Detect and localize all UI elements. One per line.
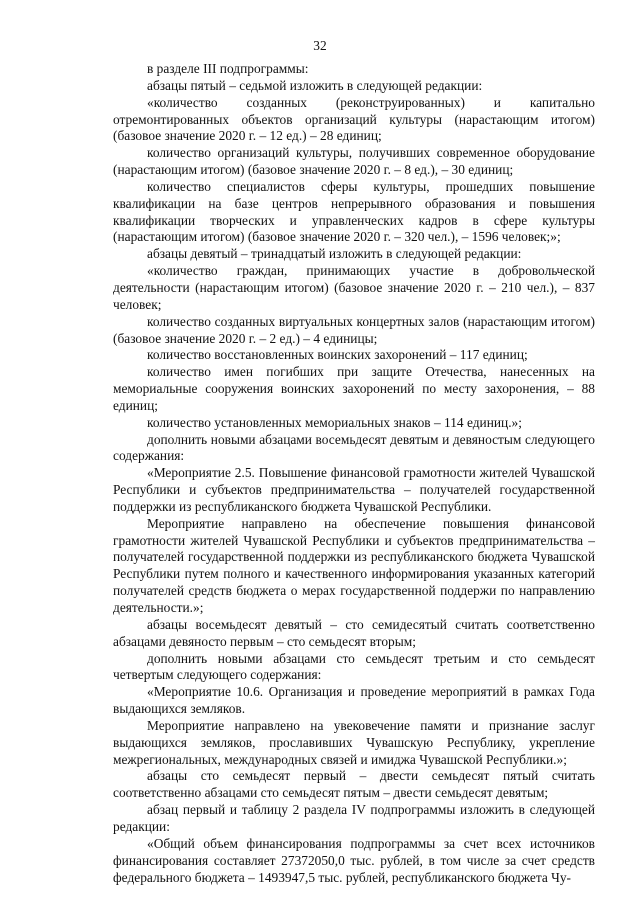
paragraph: количество установленных мемориальных знаков – 114 единиц.»; [147,414,522,430]
paragraph: количество созданных виртуальных концертных залов (нарастающим итогом) (базовое значение 2020 г. – 2 ед.) – 4 единицы; [113,313,595,346]
paragraph: Мероприятие направлено на увековечение памяти и признание заслуг выдающихся земляков, прославивших Чувашскую Республику, укрепление межрегиональных, международных связей и имиджа Чувашской Республики.»; [113,717,595,767]
paragraph: количество специалистов сферы культуры, прошедших повышение квалификации на базе центров непрерывного образования и повышения квалификации творческих и управленческих кадров в сфере культуры (нарастающим итогом) (базовое значение 2020 г. – 320 чел.), – 1596 человек;»; [113,178,595,245]
paragraph: абзацы сто семьдесят первый – двести семьдесят пятый считать соответственно абзацами сто семьдесят пятым – двести семьдесят девятым; [113,768,595,801]
paragraph: количество организаций культуры, получивших современное оборудование (нарастающим итогом) (базовое значение 2020 г. – 8 ед.), – 30 единиц; [113,145,595,178]
paragraph: «Мероприятие 10.6. Организация и проведение мероприятий в рамках Года выдающихся земляков. [113,684,595,717]
paragraph: количество имен погибших при защите Отечества, нанесенных на мемориальные сооружения воинских захоронений по месту захоронения, – 88 единиц; [113,364,595,413]
paragraph: «количество граждан, принимающих участие в добровольческой деятельности (нарастающим итогом) (базовое значение 2020 г. – 210 чел.), – 837 человек; [113,263,595,312]
paragraph: абзацы девятый – тринадцатый изложить в следующей редакции: [147,246,522,262]
paragraph: «количество созданных (реконструированных) и капитально отремонтированных объектов организаций культуры (нарастающим итогом) (базовое значение 2020 г. – 12 ед.) – 28 единиц; [113,94,595,144]
paragraph: абзац первый и таблицу 2 раздела IV подпрограммы изложить в следующей редакции: [113,802,595,834]
paragraph: дополнить новыми абзацами восемьдесят девятым и девяностым следующего содержания: [113,431,595,464]
paragraph: Мероприятие направлено на обеспечение повышения финансовой грамотности жителей Чувашской Республики и субъектов предпринимательства – получателей государственной поддержки из республиканского бюджета Чувашской Республики путем полного и качественного информирования указанных категорий получателей средств бюджета о мерах государственной поддержи по направлению деятельности.»; [113,515,595,615]
paragraph: количество восстановленных воинских захоронений – 117 единиц; [147,347,528,363]
paragraph: «Общий объем финансирования подпрограммы за счет всех источников финансирования составляет 27372050,0 тыс. рублей, в том числе за счет средств федерального бюджета – 1493947,5 тыс. рублей, республиканского бюджета Чу- [113,835,595,885]
paragraph: в разделе III подпрограммы: [147,61,309,76]
page-number: 32 [313,38,327,53]
paragraph: абзацы пятый – седьмой изложить в следующей редакции: [147,77,483,93]
document-body [113,61,595,886]
paragraph: «Мероприятие 2.5. Повышение финансовой грамотности жителей Чувашской Республики и субъектов предпринимательства – получателей государственной поддержки из республиканского бюджета Чувашской Республики. [113,465,595,514]
paragraph: дополнить новыми абзацами сто семьдесят третьим и сто семьдесят четвертым следующего содержания: [113,650,595,683]
paragraph: абзацы восемьдесят девятый – сто семидесятый считать соответственно абзацами девяносто первым – сто семьдесят вторым; [113,616,595,649]
